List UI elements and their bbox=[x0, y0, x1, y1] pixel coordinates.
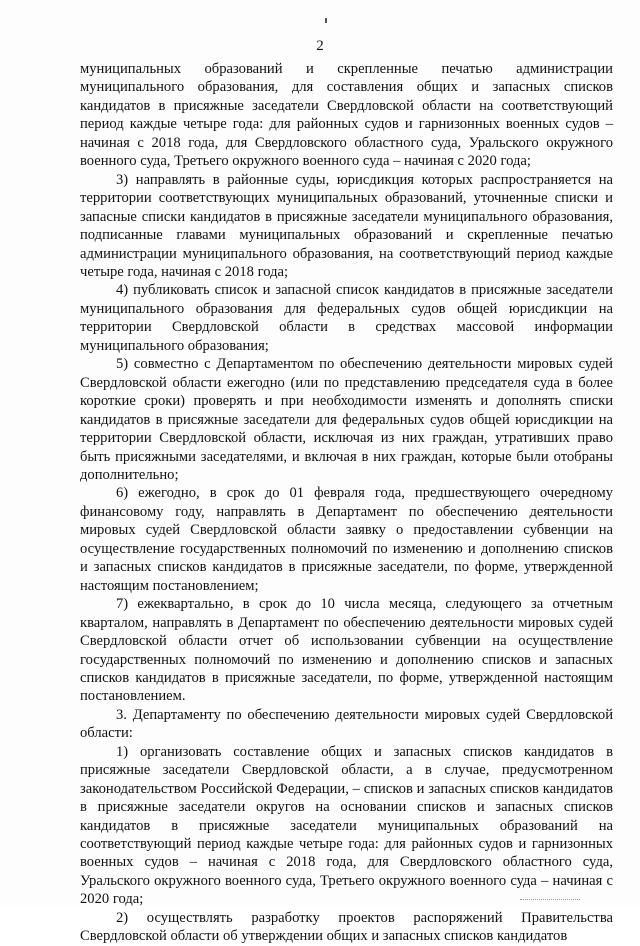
paragraph-section-3-item-2: 2) осуществлять разработку проектов распоряжений Правительства Свердловской области об утверждении общих и запасных списков кандидатов bbox=[80, 909, 613, 945]
document-body bbox=[80, 60, 613, 946]
paragraph-item-7: 7) ежеквартально, в срок до 10 числа месяца, следующего за отчетным кварталом, направлять в Департамент по обеспечению деятельности мировых судей Свердловской области отчет об использовании субвенции на осуществление государственных полномочий по изменению и дополнению списков и запасных списков кандидатов в присяжные заседатели, по форме, утвержденной настоящим постановлением. bbox=[80, 596, 613, 705]
paragraph-continuation: муниципальных образований и скрепленные печатью администрации муниципального образования, для составления общих и запасных списков кандидатов в присяжные заседатели Свердловской области на соответствующий период каждые четыре года: для районных судов и гарнизонных военных судов – начиная с 2018 года, для Свердловского областного суда, Уральского окружного военного суда, Третьего окружного военного суда – начиная с 2020 года; bbox=[80, 61, 613, 170]
scan-mark bbox=[325, 18, 327, 23]
paragraph-item-6: 6) ежегодно, в срок до 01 февраля года, предшествующего очередному финансовому году, направлять в Департамент по обеспечению деятельности мировых судей Свердловской области заявку о предоставлении субвенции на осуществление государственных полномочий по изменению и дополнению списков и запасных списков кандидатов в присяжные заседатели, по форме, утвержденной настоящим постановлением; bbox=[80, 485, 613, 594]
scan-edge-mark bbox=[520, 899, 580, 903]
paragraph-section-3: 3. Департаменту по обеспечению деятельности мировых судей Свердловской области: bbox=[80, 706, 613, 742]
paragraph-item-5: 5) совместно с Департаментом по обеспечению деятельности мировых судей Свердловской области ежегодно (или по представлению председателя суда в более короткие сроки) проверять и при необходимости изменять и дополнять списки кандидатов в присяжные заседатели для федеральных судов общей юрисдикции на территории Свердловской области, исключая из них граждан, утративших право быть присяжными заседателями, и включая в них граждан, которые были отобраны дополнительно; bbox=[80, 356, 613, 483]
paragraph-item-3: 3) направлять в районные суды, юрисдикция которых распространяется на территории соответствующих муниципальных образований, уточненные списки и запасные списки кандидатов в присяжные заседатели муниципального образования, подписанные главами муниципальных образований и скрепленные печатью администрации муниципального образования, на соответствующий период каждые четыре года, начиная с 2018 года; bbox=[80, 171, 613, 280]
paragraph-item-4: 4) публиковать список и запасной список кандидатов в присяжные заседатели муниципального образования для федеральных судов общей юрисдикции на территории Свердловской области в средствах массовой информации муниципального образования; bbox=[80, 282, 613, 354]
paragraph-section-3-item-1: 1) организовать составление общих и запасных списков кандидатов в присяжные заседатели Свердловской области, а в случае, предусмотренном законодательством Российской Федерации, – списков и запасных списков кандидатов в присяжные заседатели округов на основании списков и запасных списков кандидатов в присяжные заседатели муниципальных образований на соответствующий период каждые четыре года: для районных судов и гарнизонных военных судов – начиная с 2018 года, для Свердловского областного суда, Уральского окружного военного суда, Третьего окружного военного суда – начиная с 2020 года; bbox=[80, 743, 613, 908]
page-number: 2 bbox=[316, 38, 324, 54]
